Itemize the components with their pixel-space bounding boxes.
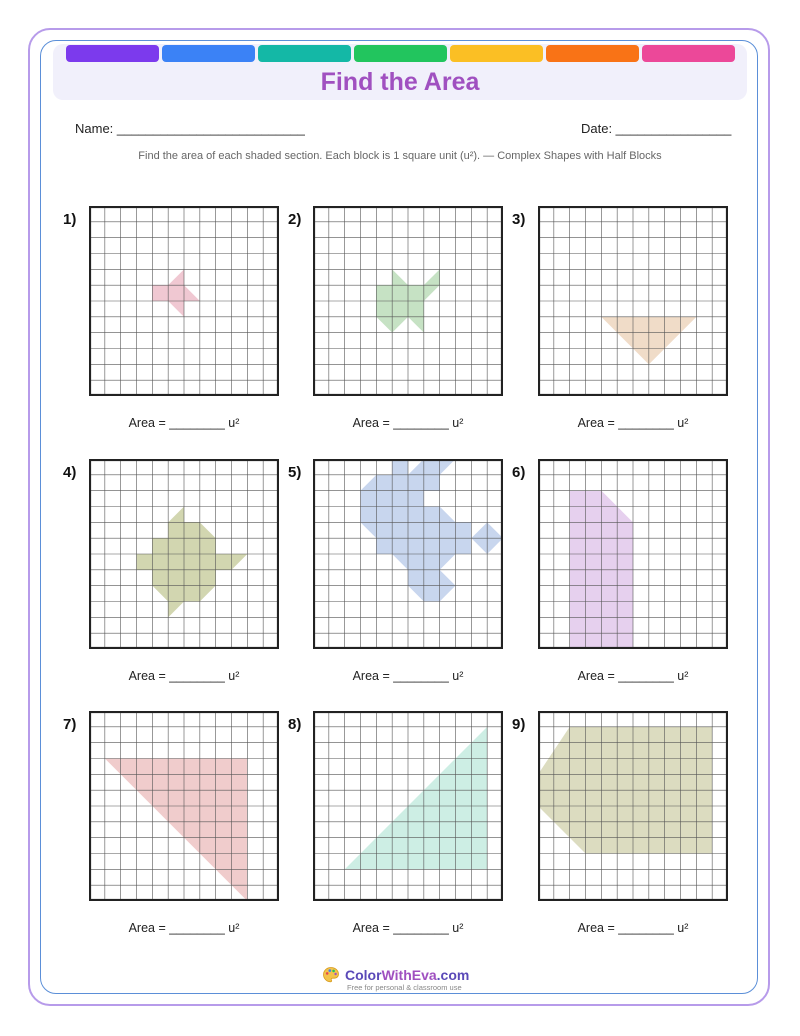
- grid-svg: [538, 206, 728, 396]
- answer-field-7[interactable]: Area = ________ u²: [128, 921, 240, 935]
- brand-main: Color: [345, 967, 382, 983]
- problem-number: 2): [288, 211, 302, 228]
- shaded-shape: [137, 507, 248, 618]
- answer-field-6[interactable]: Area = ________ u²: [577, 669, 689, 683]
- color-stripe: [354, 45, 447, 62]
- problem-number: 7): [63, 716, 77, 733]
- brand-tagline: Free for personal & classroom use: [347, 983, 462, 992]
- brand-logo[interactable]: [345, 967, 469, 983]
- grid-panel-4: [89, 459, 279, 649]
- grid-svg: [89, 206, 279, 396]
- grid-svg: [313, 206, 503, 396]
- answer-field-5[interactable]: Area = ________ u²: [352, 669, 464, 683]
- problem-number: 9): [512, 716, 526, 733]
- color-stripe: [642, 45, 735, 62]
- brand-accent: WithEva: [381, 967, 437, 983]
- shaded-shape: [152, 269, 200, 317]
- shaded-shape: [345, 727, 488, 870]
- problem-number: 8): [288, 716, 302, 733]
- grid-svg: [313, 711, 503, 901]
- instructions-text: Find the area of each shaded section. Each block is 1 square unit (u²). — Complex Shapes with Half Blocks: [138, 150, 662, 162]
- grid-svg: [313, 459, 503, 649]
- color-stripe: [66, 45, 159, 62]
- shaded-shape: [105, 759, 248, 902]
- problem-number: 5): [288, 464, 302, 481]
- answer-field-4[interactable]: Area = ________ u²: [128, 669, 240, 683]
- color-stripe: [546, 45, 639, 62]
- answer-field-9[interactable]: Area = ________ u²: [577, 921, 689, 935]
- color-stripe: [258, 45, 351, 62]
- grid-panel-3: [538, 206, 728, 396]
- grid-svg: [538, 459, 728, 649]
- date-field[interactable]: Date: ________________: [581, 121, 732, 136]
- shaded-shape: [361, 459, 472, 602]
- problem-number: 3): [512, 211, 526, 228]
- grid-svg: [89, 459, 279, 649]
- grid-svg: [89, 711, 279, 901]
- grid-panel-7: [89, 711, 279, 901]
- grid-panel-1: [89, 206, 279, 396]
- name-field[interactable]: Name: __________________________: [75, 121, 305, 136]
- problem-number: 4): [63, 464, 77, 481]
- color-stripe: [162, 45, 255, 62]
- answer-field-2[interactable]: Area = ________ u²: [352, 416, 464, 430]
- color-stripe: [450, 45, 543, 62]
- grid-panel-6: [538, 459, 728, 649]
- grid-panel-2: [313, 206, 503, 396]
- palette-icon: [322, 966, 340, 989]
- grid-panel-9: [538, 711, 728, 901]
- grid-panel-5: [313, 459, 503, 649]
- page-title: Find the Area: [320, 68, 480, 96]
- answer-field-1[interactable]: Area = ________ u²: [128, 416, 240, 430]
- answer-field-3[interactable]: Area = ________ u²: [577, 416, 689, 430]
- problem-number: 6): [512, 464, 526, 481]
- brand-suffix: .com: [436, 967, 470, 983]
- grid-panel-8: [313, 711, 503, 901]
- answer-field-8[interactable]: Area = ________ u²: [352, 921, 464, 935]
- grid-svg: [538, 711, 728, 901]
- problem-number: 1): [63, 211, 77, 228]
